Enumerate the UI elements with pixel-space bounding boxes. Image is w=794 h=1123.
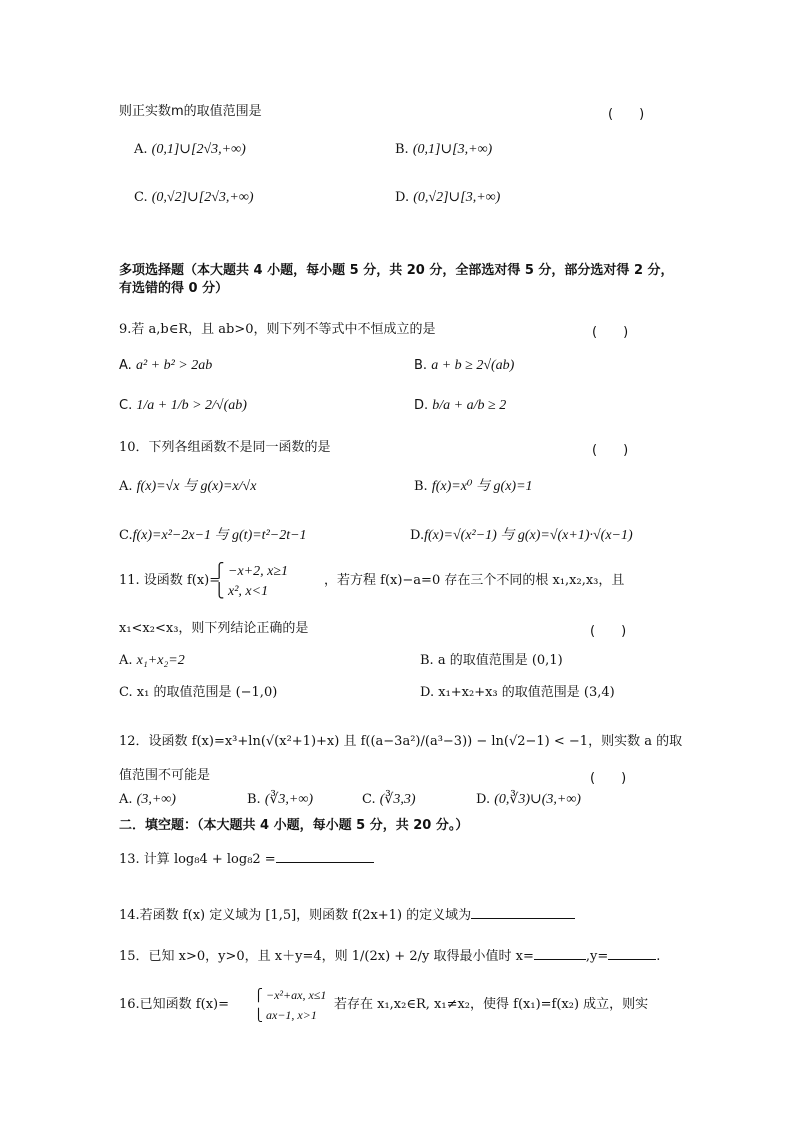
q16-stem: 16.已知函数 f(x)= ⎧ −x²+ax, x≤1 ⎩ ax−1, x>1 若存在 x₁,x₂∈R, x₁≠x₂，使得 f(x₁)=f(x₂) 成立，则实 (119, 988, 649, 1022)
q8-option-d: D. (0,√2]∪[3,+∞) (395, 190, 501, 205)
q12-stem-line2: 值范围不可能是 (119, 768, 211, 783)
q8-option-a: A. (0,1]∪[2√3,+∞) (134, 142, 246, 157)
q12-option-a: A. (3,+∞) (119, 792, 176, 807)
q11-option-c: C. x₁ 的取值范围是 (−1,0) (119, 685, 278, 700)
q10-option-b: B. f(x)=x⁰ 与 g(x)=1 (414, 479, 533, 494)
q10-option-c: C.f(x)=x²−2x−1 与 g(t)=t²−2t−1 (119, 528, 307, 543)
section-multiple-choice-heading: 多项选择题（本大题共 4 小题，每小题 5 分，共 20 分，全部选对得 5 分，部分选对得 2 分， (119, 263, 674, 278)
q12-option-c: C. (∛3,3) (362, 792, 416, 807)
section-fill-in-heading: 二．填空题：（本大题共 4 小题，每小题 5 分，共 20 分。） (119, 818, 469, 833)
q8-option-c: C. (0,√2]∪[2√3,+∞) (134, 190, 254, 205)
q11-option-b: B. a 的取值范围是 (0,1) (420, 653, 563, 668)
q11-answer-paren: ( ) (590, 624, 627, 639)
q9-option-d: D. b/a + a/b ≥ 2 (414, 398, 507, 413)
q13-stem: 13. 计算 log₈4 + log₈2 = (119, 848, 374, 869)
q13-answer-blank[interactable] (276, 848, 374, 863)
q10-stem: 10．下列各组函数不是同一函数的是 (119, 440, 331, 455)
q15-y-blank[interactable] (608, 945, 656, 960)
q8-answer-paren: ( ) (608, 107, 645, 122)
q11-option-d: D. x₁+x₂+x₃ 的取值范围是 (3,4) (420, 685, 615, 700)
q12-option-b: B. (∛3,+∞) (247, 792, 314, 807)
q14-answer-blank[interactable] (471, 904, 575, 919)
q10-option-a: A. f(x)=√x 与 g(x)=x/√x (119, 479, 257, 494)
q9-option-a: A. a² + b² > 2ab (119, 358, 213, 373)
section-multiple-choice-heading-cont: 有选错的得 0 分） (119, 281, 229, 296)
q9-option-b: B. a + b ≥ 2√(ab) (414, 358, 515, 373)
q10-answer-paren: ( ) (592, 443, 629, 458)
q9-answer-paren: ( ) (592, 325, 629, 340)
q9-stem: 9.若 a,b∈R，且 ab>0，则下列不等式中不恒成立的是 (119, 322, 436, 337)
q10-option-d: D.f(x)=√(x²−1) 与 g(x)=√(x+1)·√(x−1) (410, 528, 633, 543)
q8-stem: 则正实数m的取值范围是 (119, 104, 262, 119)
q11-option-a: A. x₁+x₂=2 (119, 653, 185, 668)
q15-x-blank[interactable] (534, 945, 586, 960)
q8-option-b: B. (0,1]∪[3,+∞) (395, 142, 493, 157)
q11-stem-line2: x₁<x₂<x₃，则下列结论正确的是 (119, 621, 309, 636)
q14-stem: 14.若函数 f(x) 定义域为 [1,5]，则函数 f(2x+1) 的定义域为 (119, 904, 575, 925)
q9-option-c: C. 1/a + 1/b > 2/√(ab) (119, 398, 247, 413)
q12-stem-line1: 12．设函数 f(x)=x³+ln(√(x²+1)+x) 且 f((a−3a²)/(a³−3)) − ln(√2−1) < −1，则实数 a 的取 (119, 734, 683, 749)
q12-answer-paren: ( ) (590, 771, 627, 786)
q15-stem: 15．已知 x>0，y>0，且 x＋y=4，则 1/(2x) + 2/y 取得最小值时 x= ,y= . (119, 945, 660, 966)
q11-stem-line1: 11. 设函数 f(x)= ⎧ −x+2, x≥1 ⎩ x², x<1 ，若方程 f(x)−a=0 存在三个不同的根 x₁,x₂,x₃，且 (119, 564, 625, 599)
q12-option-d: D. (0,∛3)∪(3,+∞) (476, 792, 581, 807)
